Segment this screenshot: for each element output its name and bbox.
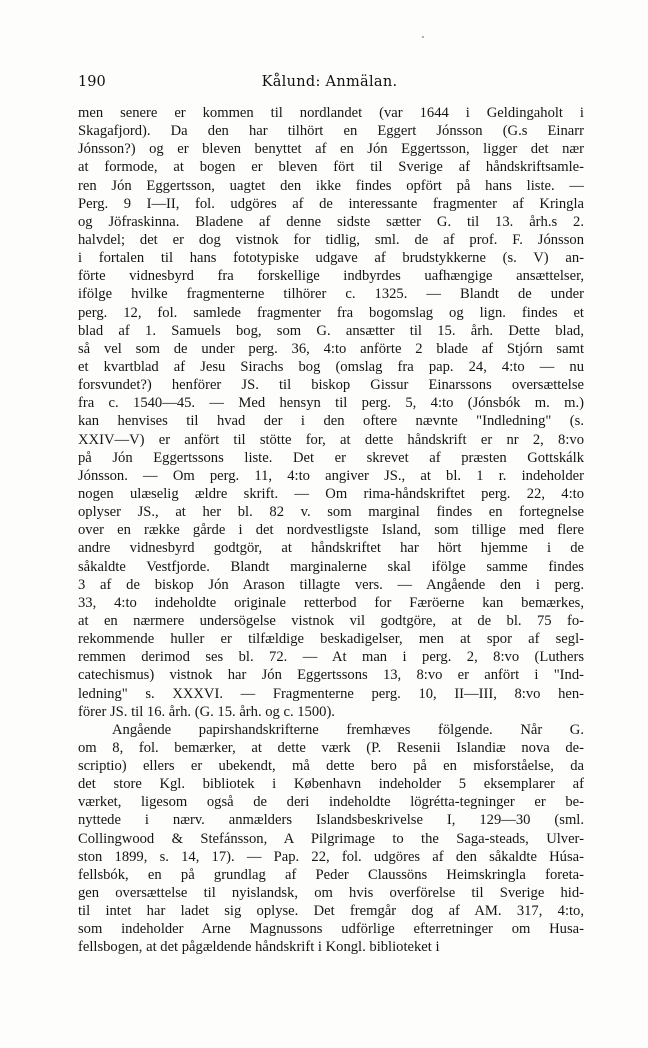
text-line: Skagafjord). Da den har tilhört en Eggert Jónsson (G.s Einarr bbox=[78, 123, 584, 140]
text-line: fellsbók, en på grundlag af Peder Claussöns Heimskringla foreta- bbox=[78, 866, 584, 883]
text-line: såkaldte Vestfjorde. Blandt marginalerne skal ifölge samme findes bbox=[78, 558, 584, 575]
text-line: förer JS. til 16. årh. (G. 15. årh. og c. 1500). bbox=[78, 703, 335, 720]
text-line: oplyser JS., at her bl. 82 v. som marginal findes en fortegnelse bbox=[78, 504, 584, 521]
text-line: fellsbogen, at det pågældende håndskrift i Kongl. biblioteket i bbox=[78, 939, 440, 956]
text-line: at formode, at bogen er bleven fört til Sverige af håndskriftsamle- bbox=[78, 159, 584, 176]
text-line: et kvartblad af Jesu Sirachs bog (omslag fra pap. 24, 4:to — nu bbox=[78, 358, 584, 375]
text-line: nyttede i nærv. anmælders Islandsbeskrivelse I, 129—30 (sml. bbox=[78, 812, 584, 829]
text-line: Perg. 9 I—II, fol. udgöres af de interessante fragmenter af Kringla bbox=[78, 195, 584, 212]
page-number: 190 bbox=[78, 74, 106, 90]
text-line: 3 af de biskop Jón Arason tillagte vers. — Angående den i perg. bbox=[78, 576, 584, 593]
text-line: på Jón Eggertssons liste. Det er skrevet af præsten Gottskálk bbox=[78, 449, 584, 466]
text-line: Angående papirshandskrifterne fremhæves fölgende. Når G. bbox=[112, 721, 584, 738]
text-line: blad af 1. Samuels bog, som G. ansætter til 15. årh. Dette blad, bbox=[78, 322, 584, 339]
body-text bbox=[78, 104, 584, 957]
text-line: förte vidnesbyrd fra forskellige indbyrdes uafhængige ansættelser, bbox=[78, 268, 584, 285]
text-line: ren Jón Eggertsson, uagtet den ikke findes opfört på hans liste. — bbox=[78, 177, 584, 194]
text-line: Jónsson. — Om perg. 11, 4:to angiver JS., at bl. 1 r. indeholder bbox=[78, 467, 584, 484]
text-line: til intet har ladet sig oplyse. Det fremgår dog af AM. 317, 4:to, bbox=[78, 903, 584, 920]
text-line: så vel som de under perg. 36, 4:to anförte 2 blade af Stjórn samt bbox=[78, 340, 584, 357]
text-line: nogen ulæselig ældre skrift. — Om rima-håndskriftet perg. 22, 4:to bbox=[78, 485, 584, 502]
text-line: fra c. 1540—45. — Med hensyn til perg. 5, 4:to (Jónsbók m. m.) bbox=[78, 395, 584, 412]
text-line: men senere er kommen til nordlandet (var 1644 i Geldingaholt i bbox=[78, 105, 584, 121]
text-line: ston 1899, s. 14, 17). — Pap. 22, fol. udgöres af den såkaldte Húsa- bbox=[78, 848, 584, 865]
text-line: scriptio) ellers er ubekendt, må dette bero på en misforståelse, da bbox=[78, 758, 584, 775]
page-header bbox=[70, 74, 589, 94]
text-line: ifölge hvilke fragmenterne tilhörer c. 1325. — Blandt de under bbox=[78, 286, 584, 303]
text-line: forsvundet?) henförer JS. til biskop Gissur Einarssons oversættelse bbox=[78, 377, 584, 394]
running-head: Kålund: Anmälan. bbox=[261, 74, 398, 90]
text-line: remmen derimod ses bl. 72. — At man i perg. 2, 8:vo (Luthers bbox=[78, 649, 584, 666]
text-line: kan henvises til hvad der i den oftere nævnte "Indledning" (s. bbox=[78, 413, 584, 430]
text-line: andre vidnesbyrd godtgör, at håndskriftet har hört hjemme i de bbox=[78, 540, 584, 557]
text-line: 33, 4:to indeholdte originale retterbod for Færöerne kan bemærkes, bbox=[78, 594, 584, 611]
text-line: ledning" s. XXXVI. — Fragmenterne perg. 10, II—III, 8:vo hen- bbox=[78, 685, 584, 702]
text-line: som indeholder Arne Magnussons udförlige efterretninger om Husa- bbox=[78, 921, 584, 938]
text-line: i fortalen til hans fototypiske udgave af brudstykkerne (s. V) an- bbox=[78, 250, 584, 267]
text-line: halvdel; det er dog vistnok for tidlig, sml. de af prof. F. Jónsson bbox=[78, 231, 584, 248]
text-line: og Jöfraskinna. Bladene af denne sidste sætter G. til 13. årh.s 2. bbox=[78, 213, 584, 230]
text-line: rekommende huller er tilfældige beskadigelser, men at spor af segl- bbox=[78, 631, 584, 648]
text-line: det store Kgl. bibliotek i København indeholder 5 eksemplarer af bbox=[78, 776, 584, 793]
text-line: gen oversættelse til nyislandsk, om hvis overförelse til Sverige hid- bbox=[78, 885, 584, 902]
text-line: at en nærmere undersögelse vistnok vil godtgöre, at de bl. 75 fo- bbox=[78, 612, 584, 629]
text-line: Jónsson?) og er bleven benyttet af en Jón Eggertsson, ligger det nær bbox=[78, 141, 584, 158]
text-line: XXIV—V) er anfört til stötte for, at dette håndskrift er nr 2, 8:vo bbox=[78, 431, 584, 448]
text-line: catechismus) vistnok har Jón Eggertssons 13, 8:vo er anfört i "Ind- bbox=[78, 667, 584, 684]
text-line: værket, ligesom også de deri indeholdte lögrétta-tegninger er be- bbox=[78, 794, 584, 811]
text-line: om 8, fol. bemærker, at dette værk (P. Resenii Islandiæ nova de- bbox=[78, 739, 584, 756]
text-line: Collingwood & Stefánsson, A Pilgrimage to the Saga-steads, Ulver- bbox=[78, 830, 584, 847]
text-line: over en række gårde i det nordvestligste Island, som tillige med flere bbox=[78, 522, 584, 539]
text-line: perg. 12, fol. samlede fragmenter fra bogomslag og lign. findes et bbox=[78, 304, 584, 321]
paper-speck bbox=[422, 36, 424, 38]
